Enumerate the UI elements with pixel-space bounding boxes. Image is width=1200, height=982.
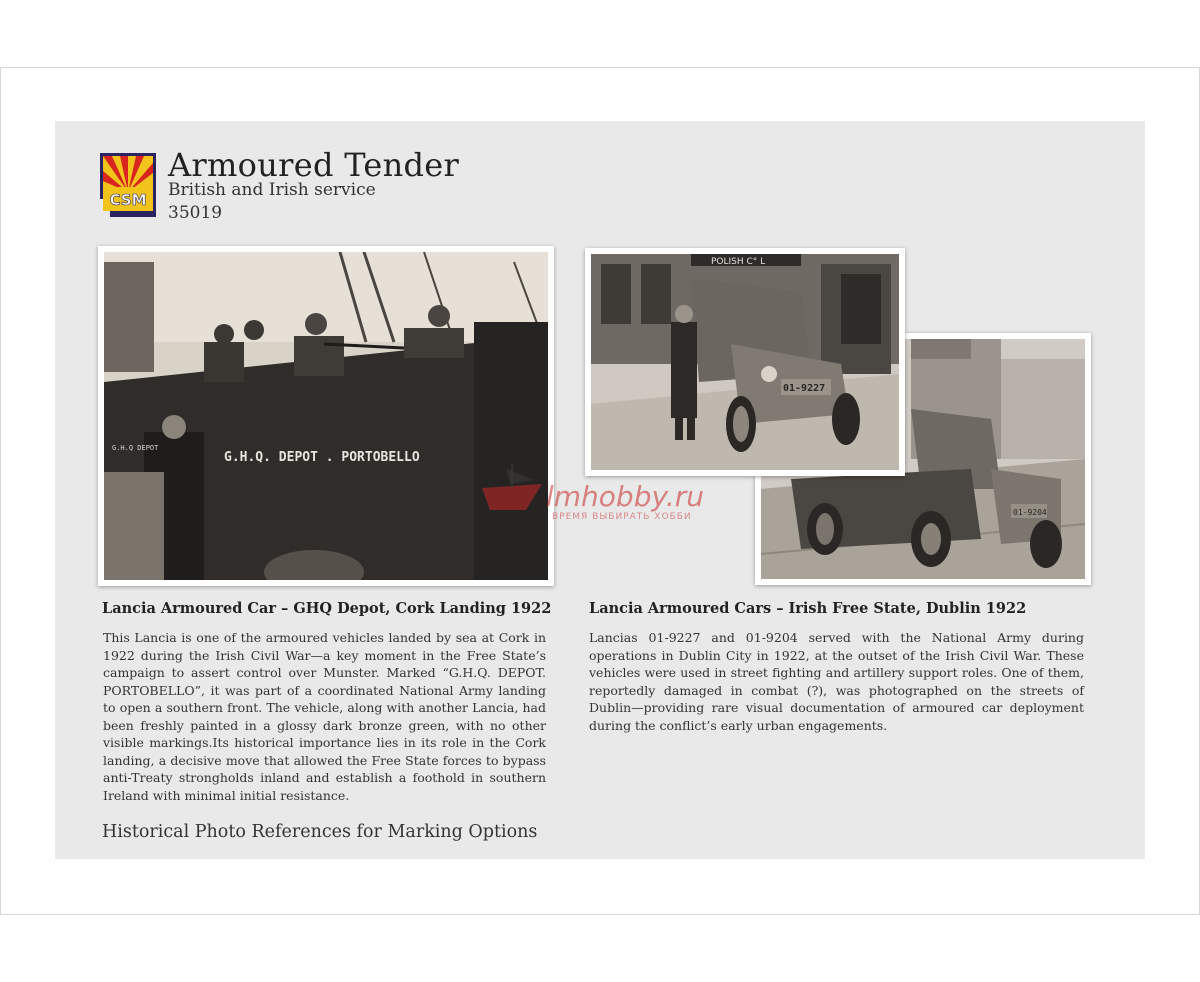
svg-text:CSM: CSM [109,191,147,209]
footer-note: Historical Photo References for Marking Options [102,822,538,842]
svg-text:POLISH C° L: POLISH C° L [711,257,766,267]
svg-text:G.H.Q DEPOT: G.H.Q DEPOT [112,444,159,452]
watermark-brand: lmhobby.ru [546,480,705,513]
photo-dublin-9227-image [591,254,899,470]
photo-cork-landing [98,246,554,586]
svg-text:01-9204: 01-9204 [1013,508,1047,517]
caption-right-body: Lancias 01-9227 and 01-9204 served with the National Army during operations in Dublin City in 1922, at the outset of the Irish Civil War. These vehicles were used in street fighting and artillery support roles. One of them, reportedly damaged in combat (?), was photographed on the streets of Dublin—providing rare visual documentation of armoured car deployment during the conflict’s early urban engagements. [589,630,1084,733]
page-subtitle: British and Irish service [168,180,376,200]
svg-text:01-9227: 01-9227 [783,383,826,394]
caption-left-body: This Lancia is one of the armoured vehicles landed by sea at Cork in 1922 during the Irish Civil War—a key moment in the Free State’s campaign to assert control over Munster. Marked “G.H.Q. DEPOT. PORTOBELLO”, it was part of a coordinated National Army landing to open a southern front. The vehicle, along with another Lancia, had been freshly painted in a glossy dark bronze green, with no other visible markings.Its historical importance lies in its role in the Cork landing, a decisive move that allowed the Free State forces to bypass anti-Treaty strongholds inland and establish a foothold in southern Ireland with minimal initial resistance. [103,630,546,803]
page-title: Armoured Tender [168,146,460,184]
kit-code: 35019 [168,203,223,223]
caption-left-heading: Lancia Armoured Car – GHQ Depot, Cork Landing 1922 [102,600,552,617]
watermark-tagline: ВРЕМЯ ВЫБИРАТЬ ХОББИ [552,512,692,522]
photo-dublin-9227 [585,248,905,476]
photo-cork-landing-image [104,252,548,580]
svg-text:G.H.Q. DEPOT . PORTOBELLO: G.H.Q. DEPOT . PORTOBELLO [224,450,420,465]
caption-right-heading: Lancia Armoured Cars – Irish Free State, Dublin 1922 [589,600,1027,617]
csm-logo [98,151,158,219]
